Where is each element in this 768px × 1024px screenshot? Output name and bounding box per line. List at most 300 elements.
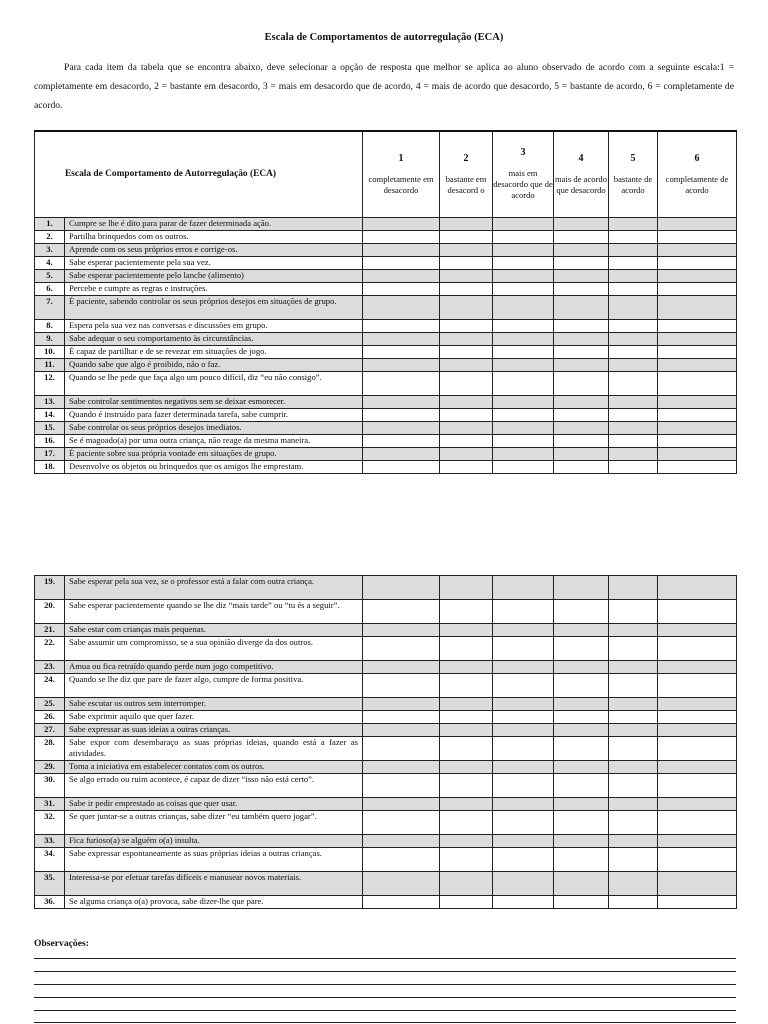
option-number: 5 bbox=[630, 152, 636, 164]
table-row bbox=[35, 319, 737, 332]
option-label: completamente em desacordo bbox=[368, 173, 434, 195]
response-cell-4[interactable] bbox=[554, 624, 609, 637]
item-number: 26. bbox=[35, 711, 65, 724]
table-row bbox=[35, 434, 737, 447]
table-row bbox=[35, 661, 737, 674]
response-cell-3[interactable] bbox=[493, 674, 554, 698]
item-number: 32. bbox=[35, 811, 65, 835]
items-part2 bbox=[35, 576, 737, 909]
page-title: Escala de Comportamentos de autorregulação (ECA) bbox=[264, 32, 504, 43]
option-number: 1 bbox=[398, 152, 404, 164]
response-cell-1[interactable] bbox=[363, 243, 440, 256]
response-cell-5[interactable] bbox=[609, 674, 658, 698]
table-row bbox=[35, 737, 737, 761]
observations-line[interactable] bbox=[34, 1022, 736, 1023]
item-text: Amua ou fica retraído quando perde num jogo competitivo. bbox=[65, 661, 363, 674]
response-cell-3[interactable] bbox=[493, 711, 554, 724]
response-cell-1[interactable] bbox=[363, 835, 440, 848]
response-cell-3[interactable] bbox=[493, 319, 554, 332]
response-cell-2[interactable] bbox=[440, 447, 493, 460]
response-cell-4[interactable] bbox=[554, 724, 609, 737]
response-cell-4[interactable] bbox=[554, 774, 609, 798]
response-cell-3[interactable] bbox=[493, 395, 554, 408]
response-cell-1[interactable] bbox=[363, 421, 440, 434]
response-cell-1[interactable] bbox=[363, 872, 440, 896]
response-cell-4[interactable] bbox=[554, 295, 609, 319]
response-cell-6[interactable] bbox=[658, 282, 737, 295]
response-cell-6[interactable] bbox=[658, 460, 737, 473]
response-cell-5[interactable] bbox=[609, 761, 658, 774]
table-row bbox=[35, 872, 737, 896]
observations-line[interactable] bbox=[34, 1010, 736, 1011]
response-cell-2[interactable] bbox=[440, 600, 493, 624]
item-text: É capaz de partilhar e de se revezar em situações de jogo. bbox=[65, 345, 363, 358]
response-cell-2[interactable] bbox=[440, 896, 493, 909]
response-cell-2[interactable] bbox=[440, 811, 493, 835]
response-cell-3[interactable] bbox=[493, 269, 554, 282]
response-cell-3[interactable] bbox=[493, 661, 554, 674]
response-cell-5[interactable] bbox=[609, 798, 658, 811]
response-cell-5[interactable] bbox=[609, 282, 658, 295]
table-row bbox=[35, 358, 737, 371]
response-cell-1[interactable] bbox=[363, 661, 440, 674]
item-number: 8. bbox=[35, 319, 65, 332]
response-cell-3[interactable] bbox=[493, 724, 554, 737]
response-cell-4[interactable] bbox=[554, 269, 609, 282]
response-cell-3[interactable] bbox=[493, 217, 554, 230]
response-cell-1[interactable] bbox=[363, 230, 440, 243]
response-cell-5[interactable] bbox=[609, 332, 658, 345]
item-text: Sabe estar com crianças mais pequenas. bbox=[65, 624, 363, 637]
response-cell-2[interactable] bbox=[440, 295, 493, 319]
response-cell-2[interactable] bbox=[440, 358, 493, 371]
response-cell-5[interactable] bbox=[609, 711, 658, 724]
response-cell-5[interactable] bbox=[609, 345, 658, 358]
response-cell-5[interactable] bbox=[609, 698, 658, 711]
response-cell-2[interactable] bbox=[440, 624, 493, 637]
response-cell-6[interactable] bbox=[658, 217, 737, 230]
response-cell-5[interactable] bbox=[609, 872, 658, 896]
response-cell-6[interactable] bbox=[658, 811, 737, 835]
response-cell-6[interactable] bbox=[658, 698, 737, 711]
response-cell-2[interactable] bbox=[440, 371, 493, 395]
response-cell-1[interactable] bbox=[363, 447, 440, 460]
response-cell-4[interactable] bbox=[554, 434, 609, 447]
response-cell-4[interactable] bbox=[554, 661, 609, 674]
response-cell-4[interactable] bbox=[554, 358, 609, 371]
response-cell-6[interactable] bbox=[658, 230, 737, 243]
observations-line[interactable] bbox=[34, 984, 736, 985]
response-cell-6[interactable] bbox=[658, 872, 737, 896]
response-cell-5[interactable] bbox=[609, 774, 658, 798]
response-cell-1[interactable] bbox=[363, 674, 440, 698]
response-cell-2[interactable] bbox=[440, 282, 493, 295]
response-cell-1[interactable] bbox=[363, 698, 440, 711]
response-cell-5[interactable] bbox=[609, 896, 658, 909]
response-cell-6[interactable] bbox=[658, 295, 737, 319]
response-cell-3[interactable] bbox=[493, 637, 554, 661]
response-cell-2[interactable] bbox=[440, 674, 493, 698]
response-cell-2[interactable] bbox=[440, 217, 493, 230]
response-cell-5[interactable] bbox=[609, 434, 658, 447]
response-cell-5[interactable] bbox=[609, 835, 658, 848]
response-cell-5[interactable] bbox=[609, 624, 658, 637]
response-cell-3[interactable] bbox=[493, 332, 554, 345]
response-cell-5[interactable] bbox=[609, 447, 658, 460]
response-cell-3[interactable] bbox=[493, 798, 554, 811]
response-cell-5[interactable] bbox=[609, 295, 658, 319]
response-cell-1[interactable] bbox=[363, 434, 440, 447]
response-cell-2[interactable] bbox=[440, 848, 493, 872]
response-cell-6[interactable] bbox=[658, 674, 737, 698]
table-row bbox=[35, 371, 737, 395]
response-cell-2[interactable] bbox=[440, 256, 493, 269]
observations-line[interactable] bbox=[34, 997, 736, 998]
item-text: Sabe esperar pacientemente pelo lanche (alimento) bbox=[65, 269, 363, 282]
response-cell-1[interactable] bbox=[363, 811, 440, 835]
response-cell-4[interactable] bbox=[554, 761, 609, 774]
response-cell-1[interactable] bbox=[363, 600, 440, 624]
response-cell-6[interactable] bbox=[658, 637, 737, 661]
option-label: completamente de acordo bbox=[665, 173, 729, 195]
response-cell-6[interactable] bbox=[658, 624, 737, 637]
item-number: 12. bbox=[35, 371, 65, 395]
item-number: 25. bbox=[35, 698, 65, 711]
item-number: 13. bbox=[35, 395, 65, 408]
item-number: 5. bbox=[35, 269, 65, 282]
response-cell-1[interactable] bbox=[363, 711, 440, 724]
response-cell-2[interactable] bbox=[440, 835, 493, 848]
response-cell-2[interactable] bbox=[440, 230, 493, 243]
item-text: Cumpre se lhe é dito para parar de fazer determinada ação. bbox=[65, 217, 363, 230]
response-cell-2[interactable] bbox=[440, 243, 493, 256]
item-text: Sabe esperar pacientemente quando se lhe diz “mais tarde” ou “tu és a seguir”. bbox=[65, 600, 363, 624]
response-cell-5[interactable] bbox=[609, 371, 658, 395]
response-cell-3[interactable] bbox=[493, 345, 554, 358]
item-number: 18. bbox=[35, 460, 65, 473]
response-cell-3[interactable] bbox=[493, 848, 554, 872]
response-cell-5[interactable] bbox=[609, 256, 658, 269]
item-number: 11. bbox=[35, 358, 65, 371]
response-cell-1[interactable] bbox=[363, 332, 440, 345]
response-cell-4[interactable] bbox=[554, 319, 609, 332]
response-cell-6[interactable] bbox=[658, 447, 737, 460]
response-cell-6[interactable] bbox=[658, 711, 737, 724]
response-cell-6[interactable] bbox=[658, 576, 737, 600]
response-cell-3[interactable] bbox=[493, 408, 554, 421]
option-header-1 bbox=[363, 131, 440, 217]
response-cell-6[interactable] bbox=[658, 243, 737, 256]
item-number: 4. bbox=[35, 256, 65, 269]
response-cell-6[interactable] bbox=[658, 421, 737, 434]
response-cell-1[interactable] bbox=[363, 358, 440, 371]
response-cell-6[interactable] bbox=[658, 600, 737, 624]
item-text: Sabe ir pedir emprestado as coisas que quer usar. bbox=[65, 798, 363, 811]
item-text: Sabe esperar pacientemente pela sua vez. bbox=[65, 256, 363, 269]
table-row bbox=[35, 256, 737, 269]
table-row bbox=[35, 230, 737, 243]
response-cell-4[interactable] bbox=[554, 811, 609, 835]
response-cell-4[interactable] bbox=[554, 332, 609, 345]
response-cell-5[interactable] bbox=[609, 661, 658, 674]
eca-table-part2 bbox=[34, 575, 737, 909]
response-cell-4[interactable] bbox=[554, 395, 609, 408]
response-cell-6[interactable] bbox=[658, 434, 737, 447]
response-cell-6[interactable] bbox=[658, 761, 737, 774]
response-cell-2[interactable] bbox=[440, 698, 493, 711]
response-cell-2[interactable] bbox=[440, 421, 493, 434]
item-text: Sabe adequar o seu comportamento às circunstâncias. bbox=[65, 332, 363, 345]
response-cell-2[interactable] bbox=[440, 774, 493, 798]
table-row bbox=[35, 674, 737, 698]
response-cell-3[interactable] bbox=[493, 295, 554, 319]
response-cell-3[interactable] bbox=[493, 600, 554, 624]
response-cell-4[interactable] bbox=[554, 737, 609, 761]
item-text: Sabe expressar espontaneamente as suas próprias ideias a outras crianças. bbox=[65, 848, 363, 872]
item-number: 21. bbox=[35, 624, 65, 637]
response-cell-4[interactable] bbox=[554, 711, 609, 724]
response-cell-4[interactable] bbox=[554, 600, 609, 624]
table-row bbox=[35, 217, 737, 230]
response-cell-5[interactable] bbox=[609, 319, 658, 332]
response-cell-4[interactable] bbox=[554, 371, 609, 395]
response-cell-1[interactable] bbox=[363, 460, 440, 473]
response-cell-3[interactable] bbox=[493, 230, 554, 243]
response-cell-3[interactable] bbox=[493, 421, 554, 434]
response-cell-6[interactable] bbox=[658, 395, 737, 408]
response-cell-5[interactable] bbox=[609, 724, 658, 737]
item-number: 14. bbox=[35, 408, 65, 421]
table-row bbox=[35, 282, 737, 295]
response-cell-1[interactable] bbox=[363, 395, 440, 408]
item-number: 30. bbox=[35, 774, 65, 798]
response-cell-6[interactable] bbox=[658, 661, 737, 674]
response-cell-4[interactable] bbox=[554, 230, 609, 243]
response-cell-2[interactable] bbox=[440, 269, 493, 282]
table-row bbox=[35, 761, 737, 774]
item-text: Sabe exprimir aquilo que quer fazer. bbox=[65, 711, 363, 724]
response-cell-5[interactable] bbox=[609, 460, 658, 473]
item-text: Fica furioso(a) se alguém o(a) insulta. bbox=[65, 835, 363, 848]
response-cell-6[interactable] bbox=[658, 835, 737, 848]
item-text: Percebe e cumpre as regras e instruções. bbox=[65, 282, 363, 295]
item-number: 3. bbox=[35, 243, 65, 256]
response-cell-1[interactable] bbox=[363, 282, 440, 295]
response-cell-1[interactable] bbox=[363, 269, 440, 282]
response-cell-3[interactable] bbox=[493, 835, 554, 848]
response-cell-1[interactable] bbox=[363, 761, 440, 774]
response-cell-6[interactable] bbox=[658, 774, 737, 798]
response-cell-5[interactable] bbox=[609, 408, 658, 421]
item-text: Quando se lhe diz que pare de fazer algo, cumpre de forma positiva. bbox=[65, 674, 363, 698]
item-text: Sabe controlar os seus próprios desejos imediatos. bbox=[65, 421, 363, 434]
item-text: Interessa-se por efetuar tarefas difíceis e manusear novos materiais. bbox=[65, 872, 363, 896]
option-label: bastante em desacord o bbox=[445, 173, 487, 195]
response-cell-6[interactable] bbox=[658, 345, 737, 358]
table-row bbox=[35, 408, 737, 421]
table-row bbox=[35, 447, 737, 460]
response-cell-6[interactable] bbox=[658, 737, 737, 761]
response-cell-6[interactable] bbox=[658, 896, 737, 909]
observations-line[interactable] bbox=[34, 958, 736, 959]
response-cell-1[interactable] bbox=[363, 896, 440, 909]
response-cell-5[interactable] bbox=[609, 637, 658, 661]
response-cell-4[interactable] bbox=[554, 256, 609, 269]
response-cell-2[interactable] bbox=[440, 637, 493, 661]
response-cell-4[interactable] bbox=[554, 408, 609, 421]
item-text: Sabe esperar pela sua vez, se o professor está a falar com outra criança. bbox=[65, 576, 363, 600]
response-cell-4[interactable] bbox=[554, 345, 609, 358]
response-cell-4[interactable] bbox=[554, 674, 609, 698]
response-cell-3[interactable] bbox=[493, 774, 554, 798]
response-cell-3[interactable] bbox=[493, 872, 554, 896]
response-cell-3[interactable] bbox=[493, 576, 554, 600]
response-cell-5[interactable] bbox=[609, 600, 658, 624]
response-cell-3[interactable] bbox=[493, 460, 554, 473]
option-number: 2 bbox=[463, 152, 469, 164]
item-text: Toma a iniciativa em estabelecer contatos com os outros. bbox=[65, 761, 363, 774]
response-cell-4[interactable] bbox=[554, 698, 609, 711]
response-cell-2[interactable] bbox=[440, 395, 493, 408]
response-cell-1[interactable] bbox=[363, 848, 440, 872]
response-cell-2[interactable] bbox=[440, 798, 493, 811]
response-cell-3[interactable] bbox=[493, 624, 554, 637]
response-cell-6[interactable] bbox=[658, 371, 737, 395]
item-text: Quando sabe que algo é proibido, não o faz. bbox=[65, 358, 363, 371]
item-number: 16. bbox=[35, 434, 65, 447]
response-cell-3[interactable] bbox=[493, 256, 554, 269]
response-cell-5[interactable] bbox=[609, 421, 658, 434]
response-cell-1[interactable] bbox=[363, 371, 440, 395]
response-cell-6[interactable] bbox=[658, 798, 737, 811]
response-cell-4[interactable] bbox=[554, 637, 609, 661]
response-cell-5[interactable] bbox=[609, 811, 658, 835]
response-cell-1[interactable] bbox=[363, 576, 440, 600]
response-cell-4[interactable] bbox=[554, 835, 609, 848]
item-text: Espera pela sua vez nas conversas e discussões em grupo. bbox=[65, 319, 363, 332]
response-cell-1[interactable] bbox=[363, 217, 440, 230]
response-cell-3[interactable] bbox=[493, 282, 554, 295]
response-cell-1[interactable] bbox=[363, 256, 440, 269]
response-cell-3[interactable] bbox=[493, 243, 554, 256]
response-cell-1[interactable] bbox=[363, 724, 440, 737]
response-cell-2[interactable] bbox=[440, 872, 493, 896]
response-cell-3[interactable] bbox=[493, 761, 554, 774]
item-number: 36. bbox=[35, 896, 65, 909]
item-text: É paciente, sabendo controlar os seus próprios desejos em situações de grupo. bbox=[65, 295, 363, 319]
option-header-3 bbox=[493, 131, 554, 217]
option-header-4 bbox=[554, 131, 609, 217]
response-cell-2[interactable] bbox=[440, 460, 493, 473]
response-cell-3[interactable] bbox=[493, 737, 554, 761]
item-text: Se algo errado ou ruim acontece, é capaz de dizer “isso não está certo”. bbox=[65, 774, 363, 798]
response-cell-3[interactable] bbox=[493, 447, 554, 460]
response-cell-2[interactable] bbox=[440, 724, 493, 737]
response-cell-6[interactable] bbox=[658, 848, 737, 872]
table-row bbox=[35, 243, 737, 256]
response-cell-5[interactable] bbox=[609, 243, 658, 256]
response-cell-5[interactable] bbox=[609, 848, 658, 872]
response-cell-3[interactable] bbox=[493, 358, 554, 371]
response-cell-3[interactable] bbox=[493, 371, 554, 395]
response-cell-2[interactable] bbox=[440, 408, 493, 421]
response-cell-5[interactable] bbox=[609, 737, 658, 761]
item-text: Sabe escutar os outros sem interromper. bbox=[65, 698, 363, 711]
response-cell-1[interactable] bbox=[363, 637, 440, 661]
response-cell-5[interactable] bbox=[609, 230, 658, 243]
response-cell-2[interactable] bbox=[440, 711, 493, 724]
response-cell-2[interactable] bbox=[440, 737, 493, 761]
response-cell-6[interactable] bbox=[658, 724, 737, 737]
response-cell-4[interactable] bbox=[554, 243, 609, 256]
response-cell-2[interactable] bbox=[440, 319, 493, 332]
response-cell-2[interactable] bbox=[440, 332, 493, 345]
response-cell-1[interactable] bbox=[363, 345, 440, 358]
response-cell-2[interactable] bbox=[440, 761, 493, 774]
item-number: 24. bbox=[35, 674, 65, 698]
response-cell-1[interactable] bbox=[363, 408, 440, 421]
response-cell-3[interactable] bbox=[493, 811, 554, 835]
response-cell-3[interactable] bbox=[493, 434, 554, 447]
option-label: bastante de acordo bbox=[613, 173, 653, 195]
response-cell-4[interactable] bbox=[554, 576, 609, 600]
response-cell-5[interactable] bbox=[609, 395, 658, 408]
response-cell-4[interactable] bbox=[554, 872, 609, 896]
response-cell-1[interactable] bbox=[363, 319, 440, 332]
response-cell-4[interactable] bbox=[554, 217, 609, 230]
response-cell-1[interactable] bbox=[363, 295, 440, 319]
response-cell-1[interactable] bbox=[363, 798, 440, 811]
response-cell-6[interactable] bbox=[658, 408, 737, 421]
response-cell-3[interactable] bbox=[493, 896, 554, 909]
response-cell-4[interactable] bbox=[554, 282, 609, 295]
table-row bbox=[35, 600, 737, 624]
response-cell-2[interactable] bbox=[440, 661, 493, 674]
response-cell-2[interactable] bbox=[440, 434, 493, 447]
item-number: 9. bbox=[35, 332, 65, 345]
response-cell-6[interactable] bbox=[658, 319, 737, 332]
response-cell-5[interactable] bbox=[609, 217, 658, 230]
item-number: 35. bbox=[35, 872, 65, 896]
response-cell-4[interactable] bbox=[554, 447, 609, 460]
response-cell-6[interactable] bbox=[658, 332, 737, 345]
response-cell-1[interactable] bbox=[363, 737, 440, 761]
response-cell-4[interactable] bbox=[554, 848, 609, 872]
response-cell-4[interactable] bbox=[554, 798, 609, 811]
table-header-title: Escala de Comportamento de Autorregulação (ECA) bbox=[35, 131, 363, 217]
observations-line[interactable] bbox=[34, 971, 736, 972]
item-text: Sabe controlar sentimentos negativos sem se deixar esmorecer. bbox=[65, 395, 363, 408]
item-number: 34. bbox=[35, 848, 65, 872]
response-cell-4[interactable] bbox=[554, 896, 609, 909]
item-number: 31. bbox=[35, 798, 65, 811]
response-cell-5[interactable] bbox=[609, 269, 658, 282]
response-cell-6[interactable] bbox=[658, 358, 737, 371]
response-cell-4[interactable] bbox=[554, 460, 609, 473]
eca-table-part1 bbox=[34, 130, 737, 474]
response-cell-2[interactable] bbox=[440, 345, 493, 358]
response-cell-6[interactable] bbox=[658, 256, 737, 269]
item-text: Quando é instruído para fazer determinada tarefa, sabe cumprir. bbox=[65, 408, 363, 421]
response-cell-1[interactable] bbox=[363, 774, 440, 798]
response-cell-4[interactable] bbox=[554, 421, 609, 434]
response-cell-2[interactable] bbox=[440, 576, 493, 600]
response-cell-5[interactable] bbox=[609, 576, 658, 600]
response-cell-6[interactable] bbox=[658, 269, 737, 282]
response-cell-3[interactable] bbox=[493, 698, 554, 711]
response-cell-1[interactable] bbox=[363, 624, 440, 637]
response-cell-5[interactable] bbox=[609, 358, 658, 371]
